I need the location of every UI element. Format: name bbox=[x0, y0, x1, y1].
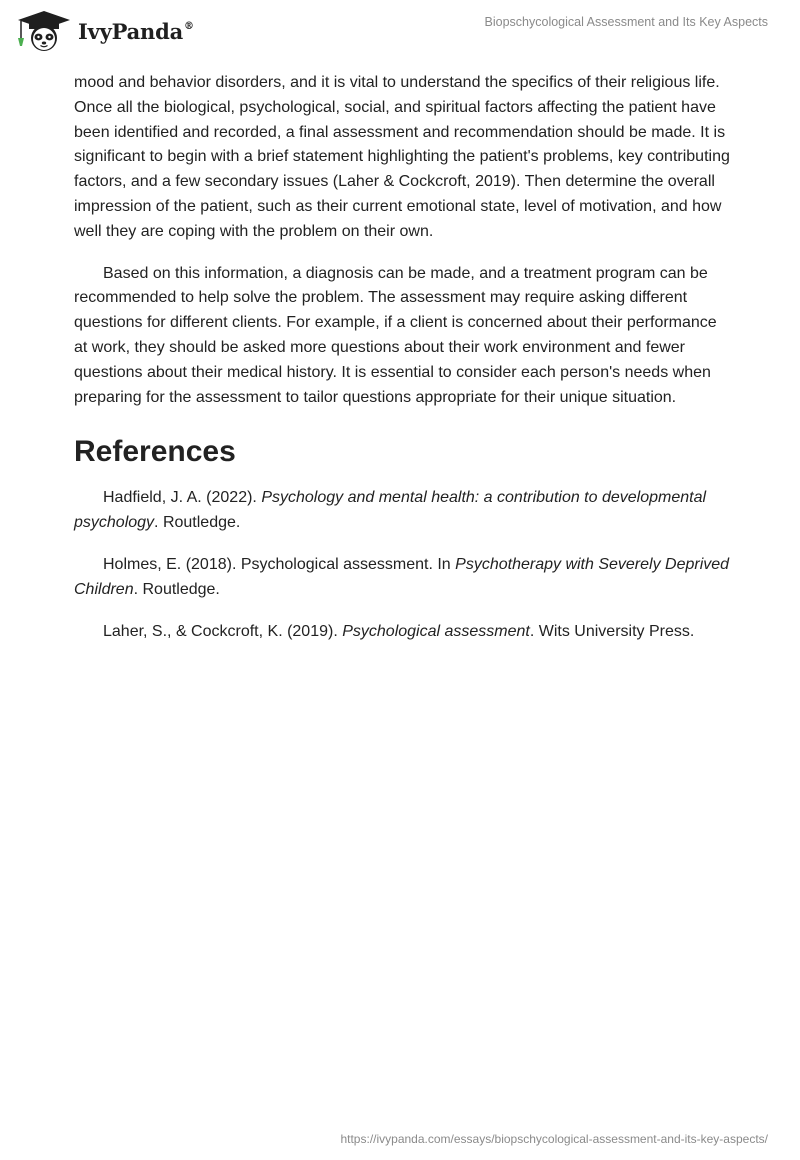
reference-text: . Wits University Press. bbox=[529, 622, 695, 640]
document-content bbox=[74, 71, 730, 644]
reference-title: Psychological assessment bbox=[342, 622, 530, 640]
reference-text: Hadfield, J. A. (2022). bbox=[103, 489, 262, 507]
references-heading: References bbox=[74, 435, 236, 469]
body-paragraph: mood and behavior disorders, and it is vital to understand the specifics of their religious life. Once all the biological, psychological, social, and spiritual factors affecting the patient have been identified and recorded, a final assessment and recommendation should be made. It is significant to begin with a brief statement highlighting the patient's problems, key contributing factors, and a few secondary issues (Laher & Cockcroft, 2019). Then determine the overall impression of the patient, such as their current emotional state, level of motivation, and how well they are coping with the problem on their own. bbox=[74, 74, 730, 240]
document-title: Biopschycological Assessment and Its Key Aspects bbox=[484, 15, 768, 29]
brand-name: IvyPanda® bbox=[78, 18, 194, 44]
page-header bbox=[0, 0, 800, 64]
brand-logo[interactable] bbox=[14, 8, 194, 52]
reference-item bbox=[74, 486, 730, 536]
source-url-link[interactable]: https://ivypanda.com/essays/biopschycological-assessment-and-its-key-aspects/ bbox=[340, 1132, 768, 1146]
reference-title: Psychotherapy with Severely Deprived Children bbox=[74, 555, 730, 598]
registered-mark: ® bbox=[184, 20, 194, 32]
reference-text: . Routledge. bbox=[133, 580, 220, 598]
reference-item bbox=[74, 620, 730, 645]
reference-text: Holmes, E. (2018). Psychological assessment. In bbox=[103, 555, 456, 573]
body-paragraph: Based on this information, a diagnosis can be made, and a treatment program can be recommended to help solve the problem. The assessment may require asking different questions for different clients. For example, if a client is concerned about their performance at work, they should be asked more questions about their work environment and fewer questions about their medical history. It is essential to consider each person's needs when preparing for the assessment to tailor questions appropriate for their unique situation. bbox=[74, 264, 717, 406]
panda-logo-icon bbox=[14, 8, 72, 52]
reference-text: . Routledge. bbox=[154, 514, 241, 532]
reference-title: Psychology and mental health: a contribution to developmental psychology bbox=[74, 489, 707, 532]
reference-text: Laher, S., & Cockcroft, K. (2019). bbox=[103, 622, 343, 640]
reference-item bbox=[74, 553, 730, 603]
